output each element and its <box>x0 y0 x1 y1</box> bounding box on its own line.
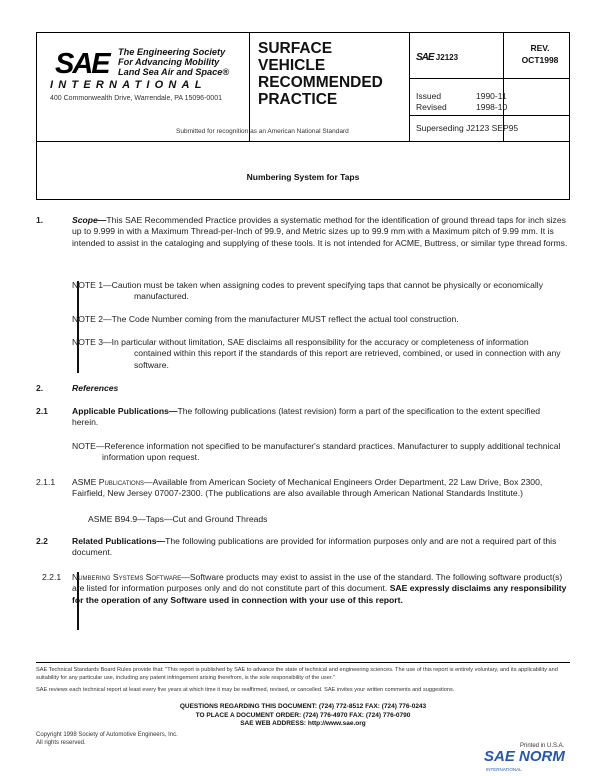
document-title: Numbering System for Taps <box>246 172 360 182</box>
sae-logo: SAE <box>55 48 109 80</box>
section-number: 1. <box>36 215 44 225</box>
section-number: 2.1.1 <box>36 477 56 487</box>
section-number: 2.2.1 <box>42 572 62 582</box>
note-3: NOTE 3—In particular without limitation, SAE disclaims all responsibility for the accuracy or completeness of information contained within this report if the standards of this report are retrieved, combined, or used in connection with any software. <box>72 337 561 370</box>
scope-paragraph: Scope—This SAE Recommended Practice provides a systematic method for the identification of ground thread taps for inch sizes up to 9.999 in with a Maximum Thread-per-Inch of 99.9, and Metric sizes up to 99.9 mm with a Maximum pitch of 9.99 mm. It is intended to assist in the cataloging and supplying of these tools. It is not intended for ACME, Buttress, or similar type thread forms. <box>72 215 568 248</box>
section-number: 2.2 <box>36 536 48 546</box>
references-heading: References <box>72 383 119 393</box>
title-box <box>36 142 570 200</box>
header-rule <box>409 78 569 79</box>
footer-rule <box>36 662 570 663</box>
reference-note: NOTE—Reference information not specified to be manufacturer's standard practices. Manufacturer to supply additional technical information upon request. <box>72 441 561 463</box>
note-2: NOTE 2—The Code Number coming from the manufacturer MUST reflect the actual tool construction. <box>72 314 459 324</box>
sae-norm-stamp-sub: INTERNATIONAL <box>486 767 522 772</box>
revision-box: REV. OCT1998 <box>521 43 559 65</box>
document-body <box>36 215 570 635</box>
printed-note: Printed in U.S.A. <box>520 743 565 749</box>
sae-norm-stamp: SAE NORM <box>484 748 565 765</box>
related-publications: Related Publications—The following publications are provided for information purposes only and are not a required part of this document. <box>72 536 557 558</box>
society-address: 400 Commonwealth Drive, Warrendale, PA 15096-0001 <box>50 95 222 102</box>
submitted-note: Submitted for recognition as an American National Standard <box>176 128 349 135</box>
applicable-publications: Applicable Publications—The following publications (latest revision) form a part of the specification to the extent specified herein. <box>72 406 541 428</box>
header-rule <box>409 115 569 116</box>
footer-rules-text: SAE Technical Standards Board Rules provide that: "This report is published by SAE to advance the state of technical and engineering sciences. The use of this report is entirely voluntary, and its applicability and suitability for any particular use, including any patent infringement arising therefrom, is the sole responsibility of the user." <box>36 667 558 681</box>
footer-review-text: SAE reviews each technical report at least every five years at which time it may be reaffirmed, revised, or cancelled. SAE invites your written comments and suggestions. <box>36 687 455 693</box>
section-number: 2. <box>36 383 44 393</box>
asme-item: ASME B94.9—Taps—Cut and Ground Threads <box>88 514 268 524</box>
section-number: 2.1 <box>36 406 48 416</box>
society-tagline: The Engineering Society For Advancing Mobility Land Sea Air and Space® <box>118 47 230 77</box>
contact-info: QUESTIONS REGARDING THIS DOCUMENT: (724) 772-8512 FAX: (724) 776-0243 TO PLACE A DOCUMENT ORDER: (724) 776-4970 FAX: (724) 776-0790 SAE WEB ADDRESS: http://www.sae.org <box>179 703 427 727</box>
asme-publications: ASME Publications—Available from American Society of Mechanical Engineers Order Department, 22 Law Drive, Box 2300, Fairfield, New Jersey 07007-2300. (The publications are also available through American National Standards Institute.) <box>72 477 543 499</box>
note-1: NOTE 1—Caution must be taken when assigning codes to prevent specifying taps that cannot be physically or economically manufactured. <box>72 280 543 302</box>
copyright: Copyright 1998 Society of Automotive Engineers, Inc. All rights reserved. <box>36 732 178 746</box>
software-section: Numbering Systems Software—Software products may exist to assist in the use of the standard. The following software product(s) are listed for information purposes only and do not constitute part of this document. SAE expressly disclaims any responsibility for the operation of any Software used in connection with your use of this report. <box>72 572 567 605</box>
international-label: INTERNATIONAL <box>50 79 207 91</box>
document-number: SAE J2123 <box>416 52 459 63</box>
header-divider <box>409 33 410 141</box>
superseding-note: Superseding J2123 SEP95 <box>416 123 519 133</box>
issue-dates: Issued 1990-11 Revised 1998-10 <box>416 91 508 112</box>
document-type: SURFACE VEHICLE RECOMMENDED PRACTICE <box>258 40 383 108</box>
